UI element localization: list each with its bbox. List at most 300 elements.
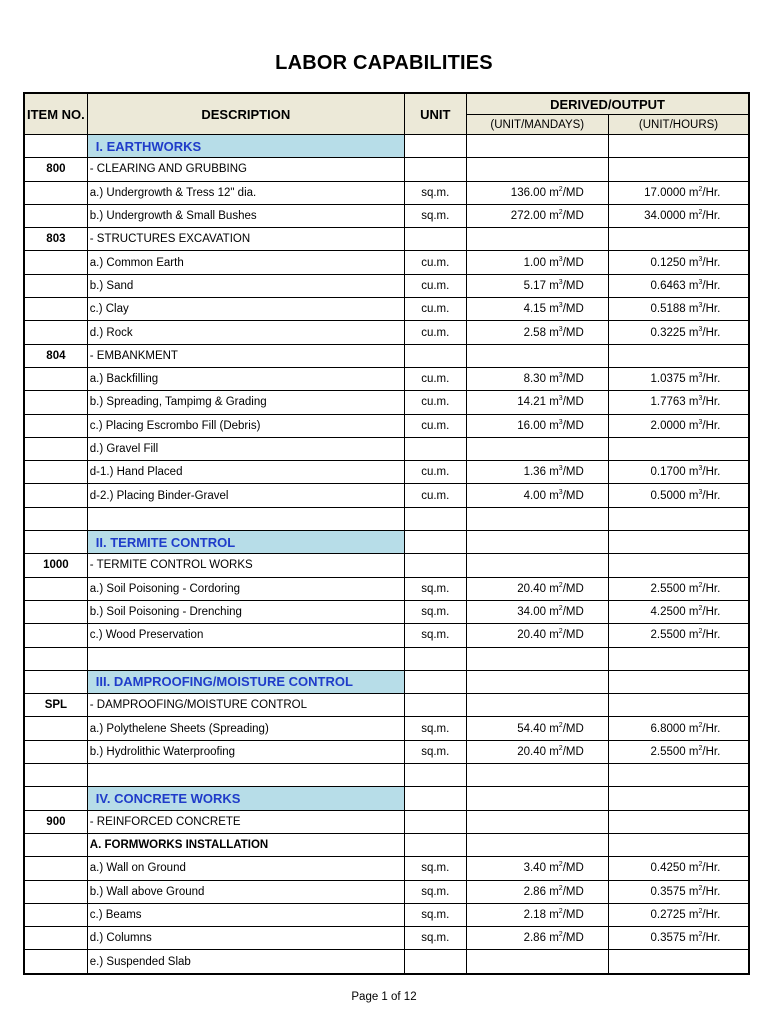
hours-value bbox=[608, 624, 749, 647]
mandays-suffix: /MD bbox=[562, 932, 584, 945]
item-cell bbox=[24, 717, 87, 740]
mandays-number: 5.17 bbox=[523, 279, 546, 292]
mandays-unit: m bbox=[549, 396, 559, 409]
mandays-unit: m bbox=[549, 419, 559, 432]
mandays-cell bbox=[466, 531, 608, 554]
mandays-value bbox=[466, 181, 608, 204]
mandays-unit: m bbox=[549, 582, 559, 595]
hours-cell bbox=[608, 950, 749, 974]
header-hours: (UNIT/HOURS) bbox=[608, 115, 749, 135]
hours-suffix: /Hr. bbox=[702, 582, 721, 595]
item-description: d-2.) Placing Binder-Gravel bbox=[87, 484, 404, 507]
hours-number: 0.1250 bbox=[650, 256, 686, 269]
hours-unit: m bbox=[688, 419, 699, 432]
hours-value bbox=[608, 181, 749, 204]
mandays-unit: m bbox=[549, 745, 559, 758]
unit-value: sq.m. bbox=[404, 740, 466, 763]
unit-value: cu.m. bbox=[404, 461, 466, 484]
mandays-cell bbox=[466, 228, 608, 251]
hours-cell bbox=[608, 833, 749, 856]
mandays-suffix: /MD bbox=[562, 745, 584, 758]
hours-exponent: 3 bbox=[698, 465, 703, 473]
hours-value bbox=[608, 903, 749, 926]
hours-unit: m bbox=[688, 606, 699, 619]
mandays-suffix: /MD bbox=[562, 279, 584, 292]
hours-number: 17.0000 bbox=[644, 186, 686, 199]
empty-cell bbox=[404, 507, 466, 530]
mandays-number: 3.40 bbox=[523, 862, 546, 875]
empty-cell bbox=[24, 507, 87, 530]
item-number: 900 bbox=[24, 810, 87, 833]
hours-number: 0.2725 bbox=[650, 908, 686, 921]
mandays-value bbox=[466, 274, 608, 297]
mandays-number: 20.40 bbox=[517, 745, 546, 758]
hours-number: 0.6463 bbox=[650, 279, 686, 292]
table-row bbox=[24, 204, 749, 227]
header-item: ITEM NO. bbox=[24, 93, 87, 135]
item-cell bbox=[24, 204, 87, 227]
hours-value bbox=[608, 927, 749, 950]
table-row bbox=[24, 927, 749, 950]
mandays-unit: m bbox=[549, 303, 559, 316]
hours-exponent: 2 bbox=[698, 581, 703, 589]
unit-value: sq.m. bbox=[404, 903, 466, 926]
mandays-cell bbox=[466, 670, 608, 693]
table-row bbox=[24, 321, 749, 344]
mandays-exponent: 3 bbox=[558, 372, 563, 380]
item-description: A. FORMWORKS INSTALLATION bbox=[87, 833, 404, 856]
item-cell bbox=[24, 274, 87, 297]
mandays-cell bbox=[466, 694, 608, 717]
blank-row bbox=[24, 764, 749, 787]
unit-cell bbox=[404, 437, 466, 460]
header-description: DESCRIPTION bbox=[87, 93, 404, 135]
unit-cell bbox=[404, 950, 466, 974]
table-row bbox=[24, 461, 749, 484]
unit-value: sq.m. bbox=[404, 927, 466, 950]
hours-value bbox=[608, 251, 749, 274]
mandays-suffix: /MD bbox=[562, 908, 584, 921]
item-cell bbox=[24, 927, 87, 950]
hours-unit: m bbox=[688, 722, 699, 735]
empty-cell bbox=[608, 507, 749, 530]
hours-cell bbox=[608, 694, 749, 717]
hours-exponent: 3 bbox=[698, 279, 703, 287]
hours-cell bbox=[608, 670, 749, 693]
hours-suffix: /Hr. bbox=[702, 256, 721, 269]
hours-value bbox=[608, 717, 749, 740]
hours-suffix: /Hr. bbox=[702, 279, 721, 292]
item-description: c.) Beams bbox=[87, 903, 404, 926]
hours-value bbox=[608, 414, 749, 437]
item-cell bbox=[24, 391, 87, 414]
mandays-suffix: /MD bbox=[562, 582, 584, 595]
hours-unit: m bbox=[688, 396, 699, 409]
hours-suffix: /Hr. bbox=[702, 606, 721, 619]
hours-unit: m bbox=[688, 466, 699, 479]
page-footer: Page 1 of 12 bbox=[351, 991, 417, 1003]
hours-value bbox=[608, 600, 749, 623]
hours-number: 0.5000 bbox=[650, 489, 686, 502]
item-description: a.) Soil Poisoning - Cordoring bbox=[87, 577, 404, 600]
group-description: - DAMPROOFING/MOISTURE CONTROL bbox=[87, 694, 404, 717]
mandays-cell bbox=[466, 787, 608, 810]
hours-number: 2.5500 bbox=[650, 629, 686, 642]
table-row bbox=[24, 344, 749, 367]
hours-value bbox=[608, 367, 749, 390]
hours-exponent: 3 bbox=[698, 325, 703, 333]
hours-cell bbox=[608, 158, 749, 181]
item-description: b.) Sand bbox=[87, 274, 404, 297]
item-description: e.) Suspended Slab bbox=[87, 950, 404, 974]
table-row bbox=[24, 833, 749, 856]
mandays-exponent: 3 bbox=[558, 395, 563, 403]
hours-unit: m bbox=[688, 489, 699, 502]
table-row bbox=[24, 670, 749, 693]
mandays-exponent: 2 bbox=[558, 628, 563, 636]
mandays-exponent: 2 bbox=[558, 209, 563, 217]
empty-cell bbox=[87, 507, 404, 530]
blank-row bbox=[24, 507, 749, 530]
mandays-value bbox=[466, 204, 608, 227]
hours-exponent: 3 bbox=[698, 372, 703, 380]
empty-cell bbox=[404, 647, 466, 670]
hours-value bbox=[608, 740, 749, 763]
mandays-number: 2.86 bbox=[523, 932, 546, 945]
unit-value: sq.m. bbox=[404, 204, 466, 227]
group-description: - STRUCTURES EXCAVATION bbox=[87, 228, 404, 251]
hours-suffix: /Hr. bbox=[702, 186, 721, 199]
mandays-exponent: 2 bbox=[558, 721, 563, 729]
item-description: a.) Undergrowth & Tress 12" dia. bbox=[87, 181, 404, 204]
hours-value bbox=[608, 461, 749, 484]
mandays-value bbox=[466, 903, 608, 926]
mandays-value bbox=[466, 367, 608, 390]
item-cell bbox=[24, 367, 87, 390]
hours-number: 2.0000 bbox=[650, 419, 686, 432]
mandays-unit: m bbox=[549, 606, 559, 619]
item-description: c.) Placing Escrombo Fill (Debris) bbox=[87, 414, 404, 437]
unit-value: cu.m. bbox=[404, 367, 466, 390]
hours-exponent: 2 bbox=[698, 628, 703, 636]
hours-exponent: 2 bbox=[698, 605, 703, 613]
mandays-suffix: /MD bbox=[562, 256, 584, 269]
empty-cell bbox=[87, 647, 404, 670]
hours-value bbox=[608, 484, 749, 507]
mandays-unit: m bbox=[549, 279, 559, 292]
mandays-cell bbox=[466, 344, 608, 367]
hours-number: 0.1700 bbox=[650, 466, 686, 479]
mandays-value bbox=[466, 414, 608, 437]
mandays-unit: m bbox=[549, 862, 559, 875]
item-description: a.) Wall on Ground bbox=[87, 857, 404, 880]
hours-unit: m bbox=[688, 908, 699, 921]
section-heading: II. TERMITE CONTROL bbox=[87, 531, 404, 554]
hours-number: 6.8000 bbox=[650, 722, 686, 735]
mandays-cell bbox=[466, 810, 608, 833]
hours-number: 1.0375 bbox=[650, 373, 686, 386]
unit-cell bbox=[404, 810, 466, 833]
table-row bbox=[24, 903, 749, 926]
mandays-unit: m bbox=[549, 466, 559, 479]
hours-value bbox=[608, 880, 749, 903]
hours-suffix: /Hr. bbox=[702, 210, 721, 223]
mandays-value bbox=[466, 298, 608, 321]
hours-unit: m bbox=[688, 373, 699, 386]
mandays-suffix: /MD bbox=[562, 373, 584, 386]
unit-value: sq.m. bbox=[404, 857, 466, 880]
hours-cell bbox=[608, 228, 749, 251]
item-cell bbox=[24, 600, 87, 623]
mandays-number: 20.40 bbox=[517, 629, 546, 642]
hours-suffix: /Hr. bbox=[702, 745, 721, 758]
item-description: b.) Soil Poisoning - Drenching bbox=[87, 600, 404, 623]
hours-value bbox=[608, 391, 749, 414]
hours-value bbox=[608, 298, 749, 321]
mandays-cell bbox=[466, 437, 608, 460]
table-row bbox=[24, 437, 749, 460]
mandays-number: 4.15 bbox=[523, 303, 546, 316]
mandays-cell bbox=[466, 135, 608, 158]
unit-value: cu.m. bbox=[404, 298, 466, 321]
mandays-unit: m bbox=[549, 629, 559, 642]
hours-cell bbox=[608, 135, 749, 158]
mandays-exponent: 3 bbox=[558, 465, 563, 473]
hours-cell bbox=[608, 787, 749, 810]
item-description: b.) Wall above Ground bbox=[87, 880, 404, 903]
hours-value bbox=[608, 274, 749, 297]
table-row bbox=[24, 135, 749, 158]
unit-cell bbox=[404, 135, 466, 158]
hours-suffix: /Hr. bbox=[702, 419, 721, 432]
item-cell bbox=[24, 414, 87, 437]
item-cell bbox=[24, 181, 87, 204]
hours-number: 1.7763 bbox=[650, 396, 686, 409]
header-derived-output: DERIVED/OUTPUT bbox=[466, 93, 749, 115]
group-description: - TERMITE CONTROL WORKS bbox=[87, 554, 404, 577]
mandays-unit: m bbox=[549, 489, 559, 502]
table-row bbox=[24, 600, 749, 623]
mandays-unit: m bbox=[549, 186, 559, 199]
hours-suffix: /Hr. bbox=[702, 908, 721, 921]
item-description: a.) Backfilling bbox=[87, 367, 404, 390]
mandays-exponent: 2 bbox=[558, 861, 563, 869]
table-row bbox=[24, 880, 749, 903]
table-row bbox=[24, 740, 749, 763]
mandays-value bbox=[466, 857, 608, 880]
mandays-value bbox=[466, 927, 608, 950]
mandays-suffix: /MD bbox=[562, 396, 584, 409]
mandays-number: 136.00 bbox=[510, 186, 546, 199]
unit-cell bbox=[404, 694, 466, 717]
unit-cell bbox=[404, 554, 466, 577]
table-row bbox=[24, 950, 749, 974]
item-description: d.) Rock bbox=[87, 321, 404, 344]
mandays-number: 2.86 bbox=[523, 885, 546, 898]
mandays-exponent: 3 bbox=[558, 302, 563, 310]
empty-cell bbox=[608, 647, 749, 670]
hours-exponent: 2 bbox=[698, 908, 703, 916]
mandays-exponent: 2 bbox=[558, 745, 563, 753]
item-cell bbox=[24, 833, 87, 856]
mandays-number: 14.21 bbox=[517, 396, 546, 409]
hours-unit: m bbox=[688, 862, 699, 875]
unit-cell bbox=[404, 833, 466, 856]
hours-unit: m bbox=[688, 186, 699, 199]
unit-cell bbox=[404, 787, 466, 810]
item-cell bbox=[24, 577, 87, 600]
item-description: d.) Columns bbox=[87, 927, 404, 950]
table-row bbox=[24, 181, 749, 204]
mandays-number: 272.00 bbox=[510, 210, 546, 223]
hours-number: 0.3225 bbox=[650, 326, 686, 339]
page-title: LABOR CAPABILITIES bbox=[275, 52, 493, 74]
unit-value: cu.m. bbox=[404, 274, 466, 297]
header-mandays: (UNIT/MANDAYS) bbox=[466, 115, 608, 135]
mandays-value bbox=[466, 484, 608, 507]
hours-number: 2.5500 bbox=[650, 745, 686, 758]
hours-suffix: /Hr. bbox=[702, 373, 721, 386]
hours-exponent: 3 bbox=[698, 418, 703, 426]
table-row bbox=[24, 414, 749, 437]
hours-exponent: 2 bbox=[698, 185, 703, 193]
empty-cell bbox=[24, 647, 87, 670]
unit-value: cu.m. bbox=[404, 391, 466, 414]
blank-row bbox=[24, 647, 749, 670]
empty-cell bbox=[608, 764, 749, 787]
hours-unit: m bbox=[688, 210, 699, 223]
unit-value: cu.m. bbox=[404, 414, 466, 437]
mandays-unit: m bbox=[549, 210, 559, 223]
hours-unit: m bbox=[688, 745, 699, 758]
item-description: d.) Gravel Fill bbox=[87, 437, 404, 460]
empty-cell bbox=[466, 647, 608, 670]
item-number: 804 bbox=[24, 344, 87, 367]
table-row bbox=[24, 624, 749, 647]
item-cell bbox=[24, 903, 87, 926]
hours-value bbox=[608, 204, 749, 227]
hours-suffix: /Hr. bbox=[702, 466, 721, 479]
mandays-number: 34.00 bbox=[517, 606, 546, 619]
hours-number: 0.4250 bbox=[650, 862, 686, 875]
mandays-value bbox=[466, 880, 608, 903]
table-row bbox=[24, 717, 749, 740]
item-cell bbox=[24, 531, 87, 554]
mandays-suffix: /MD bbox=[562, 326, 584, 339]
hours-number: 34.0000 bbox=[644, 210, 686, 223]
mandays-value bbox=[466, 391, 608, 414]
table-row bbox=[24, 251, 749, 274]
item-cell bbox=[24, 857, 87, 880]
item-cell bbox=[24, 437, 87, 460]
mandays-number: 2.18 bbox=[523, 908, 546, 921]
hours-cell bbox=[608, 344, 749, 367]
unit-value: cu.m. bbox=[404, 484, 466, 507]
unit-value: sq.m. bbox=[404, 880, 466, 903]
mandays-unit: m bbox=[549, 908, 559, 921]
hours-exponent: 2 bbox=[698, 745, 703, 753]
unit-cell bbox=[404, 228, 466, 251]
hours-suffix: /Hr. bbox=[702, 396, 721, 409]
empty-cell bbox=[466, 507, 608, 530]
mandays-suffix: /MD bbox=[562, 419, 584, 432]
mandays-suffix: /MD bbox=[562, 489, 584, 502]
hours-number: 0.5188 bbox=[650, 303, 686, 316]
mandays-value bbox=[466, 600, 608, 623]
hours-unit: m bbox=[688, 932, 699, 945]
item-cell bbox=[24, 321, 87, 344]
hours-value bbox=[608, 577, 749, 600]
item-cell bbox=[24, 740, 87, 763]
mandays-number: 1.00 bbox=[523, 256, 546, 269]
item-cell bbox=[24, 135, 87, 158]
mandays-number: 8.30 bbox=[523, 373, 546, 386]
mandays-unit: m bbox=[549, 326, 559, 339]
hours-cell bbox=[608, 554, 749, 577]
hours-exponent: 2 bbox=[698, 861, 703, 869]
item-description: d-1.) Hand Placed bbox=[87, 461, 404, 484]
table-header bbox=[24, 93, 749, 135]
item-cell bbox=[24, 670, 87, 693]
item-description: c.) Clay bbox=[87, 298, 404, 321]
mandays-suffix: /MD bbox=[562, 303, 584, 316]
hours-suffix: /Hr. bbox=[702, 885, 721, 898]
mandays-number: 2.58 bbox=[523, 326, 546, 339]
mandays-value bbox=[466, 461, 608, 484]
mandays-suffix: /MD bbox=[562, 885, 584, 898]
empty-cell bbox=[404, 764, 466, 787]
hours-exponent: 3 bbox=[698, 488, 703, 496]
hours-unit: m bbox=[688, 303, 699, 316]
unit-value: sq.m. bbox=[404, 624, 466, 647]
empty-cell bbox=[87, 764, 404, 787]
mandays-unit: m bbox=[549, 885, 559, 898]
unit-value: sq.m. bbox=[404, 181, 466, 204]
mandays-exponent: 3 bbox=[558, 325, 563, 333]
table-row bbox=[24, 810, 749, 833]
table-row bbox=[24, 391, 749, 414]
item-cell bbox=[24, 298, 87, 321]
group-description: - EMBANKMENT bbox=[87, 344, 404, 367]
mandays-exponent: 2 bbox=[558, 185, 563, 193]
mandays-cell bbox=[466, 158, 608, 181]
mandays-exponent: 2 bbox=[558, 908, 563, 916]
mandays-suffix: /MD bbox=[562, 629, 584, 642]
mandays-cell bbox=[466, 554, 608, 577]
mandays-unit: m bbox=[549, 722, 559, 735]
mandays-number: 4.00 bbox=[523, 489, 546, 502]
unit-cell bbox=[404, 158, 466, 181]
table-body bbox=[24, 135, 749, 974]
mandays-value bbox=[466, 577, 608, 600]
mandays-number: 1.36 bbox=[523, 466, 546, 479]
hours-suffix: /Hr. bbox=[702, 722, 721, 735]
unit-cell bbox=[404, 531, 466, 554]
table-row bbox=[24, 274, 749, 297]
hours-exponent: 3 bbox=[698, 395, 703, 403]
item-cell bbox=[24, 787, 87, 810]
mandays-suffix: /MD bbox=[562, 862, 584, 875]
hours-number: 2.5500 bbox=[650, 582, 686, 595]
mandays-cell bbox=[466, 833, 608, 856]
unit-cell bbox=[404, 670, 466, 693]
unit-value: sq.m. bbox=[404, 600, 466, 623]
mandays-suffix: /MD bbox=[562, 722, 584, 735]
item-cell bbox=[24, 251, 87, 274]
section-heading: III. DAMPROOFING/MOISTURE CONTROL bbox=[87, 670, 404, 693]
table-row bbox=[24, 577, 749, 600]
table-row bbox=[24, 554, 749, 577]
